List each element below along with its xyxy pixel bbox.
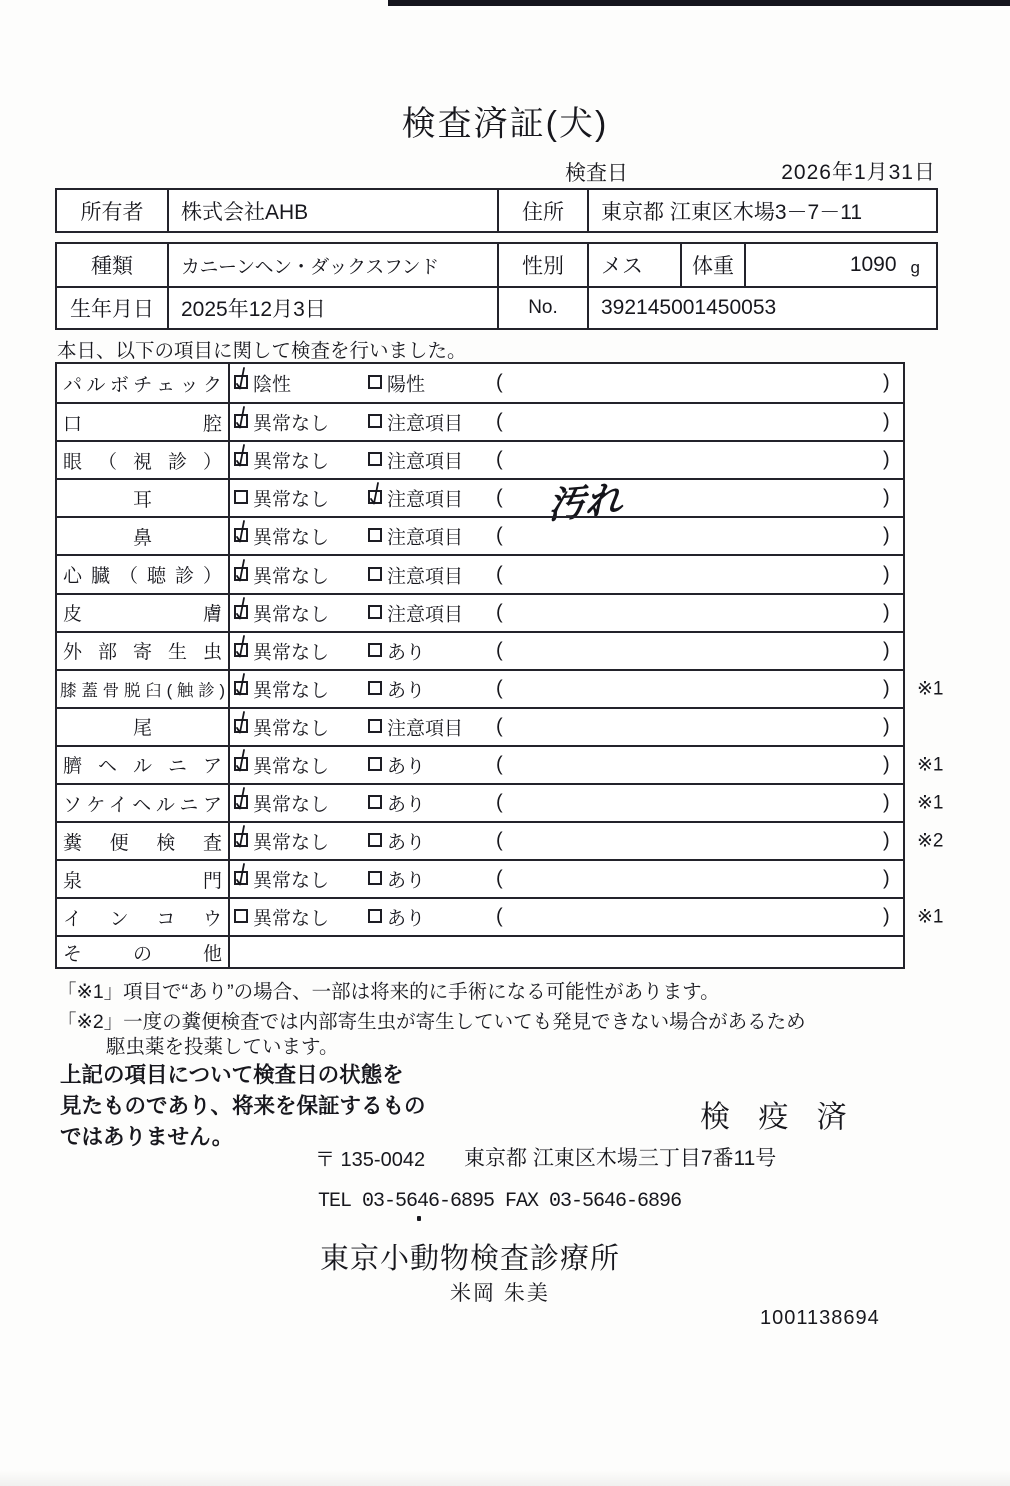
footnote-ref: ※2 [917,830,944,852]
scan-artifact-top-bar [388,0,1010,6]
breed-value: カニーンヘン・ダックスフンド [167,244,497,286]
owner-table [55,188,938,233]
paren-close: ) [883,677,890,700]
paren-open: ( [496,753,503,776]
birth-row [57,286,936,328]
paren-open: ( [496,905,503,928]
intro-text: 本日、以下の項目に関して検査を行いました。 [57,340,467,362]
checkbox-normal [234,681,248,695]
footnote-2-continued: 駆虫薬を投薬しています。 [106,1036,339,1058]
weight-value: 1090 [849,253,897,276]
checkbox-present [368,871,382,885]
owner-address-value: 東京都 江東区木場3－7－11 [587,190,936,231]
paren-close: ) [883,905,890,928]
row-label: ソケイヘルニア [63,794,222,816]
sex-label: 性別 [497,244,587,286]
owner-label: 所有者 [80,200,144,224]
option1-label: 異常なし [253,489,330,511]
table-row-umbilical-hernia [57,745,944,783]
table-row-tail [57,707,903,745]
footnote-ref: ※1 [917,754,944,776]
option2-label: あり [387,794,426,816]
option2-label: 注意項目 [387,489,464,511]
checkbox-caution [368,605,382,619]
checkbox-normal [234,414,248,428]
checkbox-negative [234,375,248,389]
handwritten-remark: 汚れ [547,479,623,528]
paren-open: ( [496,448,503,471]
option1-label: 異常なし [253,451,330,473]
option1-label: 異常なし [253,527,330,549]
paren-open: ( [496,677,503,700]
paren-open: ( [496,829,503,852]
option1-label: 異常なし [253,642,330,664]
paren-open: ( [496,867,503,890]
paren-close: ) [883,563,890,586]
checkbox-normal [234,833,248,847]
disclaimer-line-2: 見たものであり、将来を保証するもの [60,1094,426,1118]
table-row-parvo [57,364,903,402]
checkbox-normal [234,909,248,923]
paren-close: ) [883,410,890,433]
option1-label: 異常なし [253,680,330,702]
paren-open: ( [496,791,503,814]
paren-close: ) [883,715,890,738]
paren-close: ) [883,639,890,662]
paren-open: ( [496,715,503,738]
inspection-date-value: 2026年1月31日 [781,161,936,184]
table-row-skin [57,593,903,631]
checkbox-present [368,833,382,847]
checkbox-present [368,795,382,809]
option2-label: 陽性 [387,374,426,396]
table-row-nose [57,516,903,554]
paren-open: ( [496,486,503,509]
checkbox-normal [234,871,248,885]
breed-label: 種類 [91,255,133,278]
checkbox-present [368,681,382,695]
serial-number: 1001138694 [760,1307,880,1329]
checkbox-normal [234,643,248,657]
sex-value: メス [587,244,680,286]
weight-unit: g [910,258,920,277]
row-label: 尾 [132,718,152,740]
option1-label: 異常なし [253,832,330,854]
paren-open: ( [496,371,503,394]
checkbox-caution [368,528,382,542]
paren-close: ) [883,867,890,890]
clinic-address: 東京都 江東区木場三丁目7番11号 [464,1147,777,1170]
row-label: 鼻 [132,527,152,549]
clinic-postal-code: 〒 135-0042 [315,1149,426,1171]
footnote-1: 「※1」項目で“あり”の場合、一部は将来的に手術になる可能性があります。 [57,981,720,1003]
row-label: 眼（視診） [63,451,222,473]
dog-info-table [55,242,938,330]
paren-open: ( [496,524,503,547]
paren-open: ( [496,601,503,624]
disclaimer-line-3: ではありません。 [60,1125,234,1149]
row-label: 外部寄生虫 [63,642,222,664]
birth-value: 2025年12月3日 [167,288,497,328]
option2-label: あり [387,832,426,854]
owner-value: 株式会社AHB [167,190,497,231]
table-row-ears [57,478,903,528]
option1-label: 異常なし [253,908,330,930]
option2-label: 注意項目 [387,566,464,588]
option2-label: 注意項目 [387,527,464,549]
paren-open: ( [496,563,503,586]
table-row-fecal-exam [57,821,944,859]
clinic-name: 東京小動物検査診療所 [320,1243,621,1275]
checkbox-present [368,643,382,657]
option1-label: 陰性 [253,374,292,396]
quarantine-passed-stamp: 検 疫 済 [700,1101,857,1134]
disclaimer-line-1: 上記の項目について検査日の状態を [60,1063,404,1087]
paren-close: ) [883,486,890,509]
inspection-table [55,362,944,969]
page-title: 検査済証(犬) [401,105,609,143]
checkbox-normal [234,567,248,581]
checkbox-normal [234,795,248,809]
paren-close: ) [883,448,890,471]
option1-label: 異常なし [253,870,330,892]
disclaimer-text [60,1060,426,1153]
option1-label: 異常なし [253,604,330,626]
option1-label: 異常なし [253,413,330,435]
scan-artifact-bottom-shade [0,1470,1010,1486]
row-label: 皮膚 [63,604,222,626]
paren-close: ) [883,753,890,776]
option1-label: 異常なし [253,756,330,778]
table-row-heart [57,554,903,592]
other-empty-cell [230,937,903,967]
footnote-2: 「※2」一度の糞便検査では内部寄生虫が寄生していても発見できない場合があるため [57,1011,806,1033]
option2-label: あり [387,642,426,664]
paren-open: ( [496,410,503,433]
checkbox-positive [368,375,382,389]
option2-label: 注意項目 [387,451,464,473]
table-row-fontanelle [57,859,903,897]
checkbox-caution [368,567,382,581]
option1-label: 異常なし [253,794,330,816]
checkbox-caution [368,414,382,428]
option1-label: 異常なし [253,718,330,740]
footnote-ref: ※1 [917,678,944,700]
row-label: 泉門 [63,870,222,892]
paren-close: ) [883,371,890,394]
paren-open: ( [496,639,503,662]
table-row-inguinal-hernia [57,783,944,821]
paren-close: ) [883,601,890,624]
checkbox-caution [368,719,382,733]
inspection-date-label: 検査日 [565,162,628,185]
table-row-patella [57,669,944,707]
paren-close: ) [883,791,890,814]
checkbox-normal [234,719,248,733]
checkbox-normal [234,605,248,619]
checkbox-present [368,909,382,923]
option2-label: あり [387,870,426,892]
clinic-tel-fax: TEL 03-5646-6895 FAX 03-5646-6896 [318,1190,682,1213]
owner-row [57,190,936,231]
row-label: その他 [63,943,222,965]
row-label: 糞便検査 [63,832,222,854]
birth-label: 生年月日 [70,298,154,321]
scan-artifact-dot [417,1216,421,1221]
certificate-no-label: No. [497,288,587,328]
option2-label: 注意項目 [387,718,464,740]
row-label: 口腔 [63,413,222,435]
option2-label: 注意項目 [387,604,464,626]
owner-address-label: 住所 [497,190,587,231]
checkbox-normal [234,528,248,542]
row-label: インコウ [63,908,222,930]
row-label: 臍ヘルニア [63,756,222,778]
breed-row [57,244,936,286]
option2-label: あり [387,908,426,930]
checkbox-caution [368,452,382,466]
checkbox-normal [234,452,248,466]
option2-label: あり [387,756,426,778]
row-label: パルボチェック [63,374,222,396]
row-label: 耳 [132,489,152,511]
option2-label: あり [387,680,426,702]
checkbox-normal [234,490,248,504]
certificate-no-value: 392145001450053 [587,288,936,328]
footnote-ref: ※1 [917,906,944,928]
table-row-mouth [57,402,903,440]
option2-label: 注意項目 [387,413,464,435]
footnote-ref: ※1 [917,792,944,814]
weight-label: 体重 [680,244,744,286]
table-row-ectoparasite [57,631,903,669]
checkbox-normal [234,757,248,771]
row-label: 膝蓋骨脱臼(触診) [60,681,225,700]
table-row-other [57,935,903,967]
row-label: 心臓（聴診） [63,566,222,588]
option1-label: 異常なし [253,566,330,588]
checkbox-caution [368,490,382,504]
table-row-eyes [57,440,903,478]
checkbox-present [368,757,382,771]
examiner-name: 米岡 朱美 [450,1282,550,1305]
paren-close: ) [883,524,890,547]
paren-close: ) [883,829,890,852]
table-row-inkou [57,897,944,935]
weight-value-cell [744,244,936,286]
